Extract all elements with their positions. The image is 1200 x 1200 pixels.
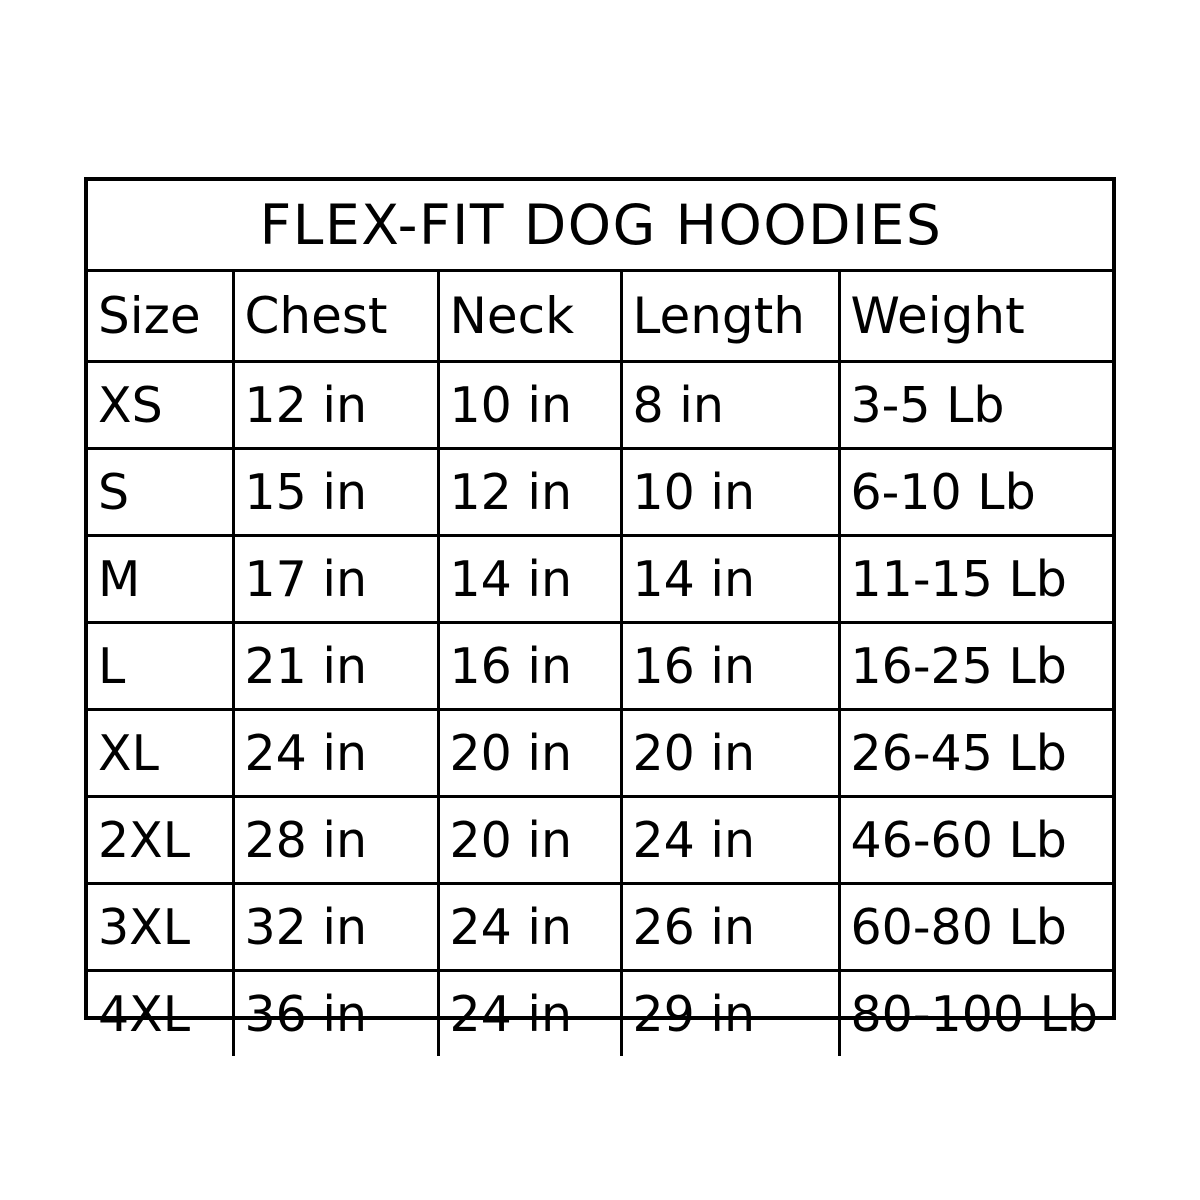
cell-chest: 15 in (233, 449, 438, 536)
cell-size: XL (88, 710, 233, 797)
cell-weight: 16-25 Lb (839, 623, 1114, 710)
column-header-chest: Chest (233, 271, 438, 362)
cell-length: 10 in (621, 449, 839, 536)
cell-length: 24 in (621, 797, 839, 884)
cell-weight: 6-10 Lb (839, 449, 1114, 536)
cell-chest: 21 in (233, 623, 438, 710)
cell-neck: 24 in (438, 971, 621, 1057)
cell-chest: 28 in (233, 797, 438, 884)
cell-neck: 12 in (438, 449, 621, 536)
chart-title-row (88, 181, 1114, 271)
cell-size: 2XL (88, 797, 233, 884)
cell-chest: 17 in (233, 536, 438, 623)
cell-size: S (88, 449, 233, 536)
cell-neck: 10 in (438, 362, 621, 449)
table-row (88, 884, 1114, 971)
cell-neck: 20 in (438, 797, 621, 884)
cell-chest: 12 in (233, 362, 438, 449)
cell-neck: 16 in (438, 623, 621, 710)
table-row (88, 536, 1114, 623)
cell-weight: 3-5 Lb (839, 362, 1114, 449)
table-row (88, 449, 1114, 536)
cell-size: XS (88, 362, 233, 449)
column-header-weight: Weight (839, 271, 1114, 362)
cell-size: M (88, 536, 233, 623)
chart-title: FLEX-FIT DOG HOODIES (88, 181, 1114, 271)
table-row (88, 710, 1114, 797)
cell-length: 20 in (621, 710, 839, 797)
column-header-size: Size (88, 271, 233, 362)
cell-chest: 32 in (233, 884, 438, 971)
size-chart (84, 177, 1116, 1043)
table-row (88, 362, 1114, 449)
cell-length: 14 in (621, 536, 839, 623)
table-header-row (88, 271, 1114, 362)
cell-length: 8 in (621, 362, 839, 449)
column-header-length: Length (621, 271, 839, 362)
cell-length: 29 in (621, 971, 839, 1057)
cell-weight: 11-15 Lb (839, 536, 1114, 623)
cell-neck: 14 in (438, 536, 621, 623)
cell-weight: 80-100 Lb (839, 971, 1114, 1057)
table-row (88, 623, 1114, 710)
column-header-neck: Neck (438, 271, 621, 362)
size-chart-table (88, 181, 1114, 1056)
cell-neck: 24 in (438, 884, 621, 971)
cell-weight: 46-60 Lb (839, 797, 1114, 884)
cell-weight: 60-80 Lb (839, 884, 1114, 971)
table-row (88, 971, 1114, 1057)
cell-length: 16 in (621, 623, 839, 710)
cell-chest: 36 in (233, 971, 438, 1057)
cell-size: 3XL (88, 884, 233, 971)
table-row (88, 797, 1114, 884)
cell-length: 26 in (621, 884, 839, 971)
cell-size: L (88, 623, 233, 710)
cell-weight: 26-45 Lb (839, 710, 1114, 797)
cell-chest: 24 in (233, 710, 438, 797)
cell-neck: 20 in (438, 710, 621, 797)
cell-size: 4XL (88, 971, 233, 1057)
